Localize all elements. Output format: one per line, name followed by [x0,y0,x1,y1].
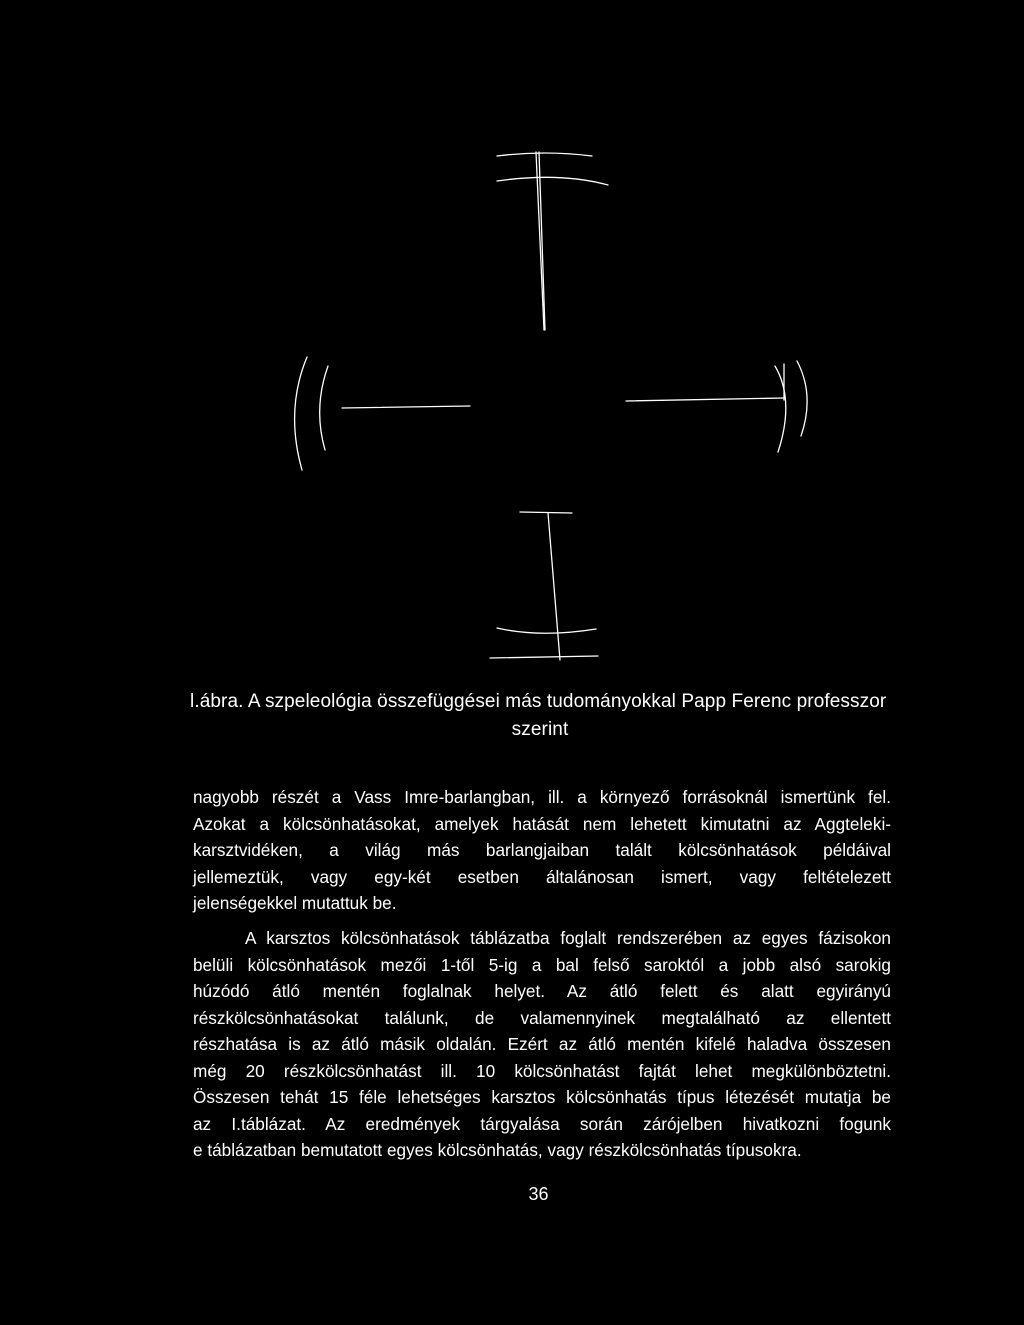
paragraph-2-line: még 20 részkölcsönhatást ill. 10 kölcsönhatást fajtát lehet megkülönböztetni. [193,1060,891,1081]
paragraph-1 [193,784,891,917]
diagram-bottom-top-bar [520,512,572,513]
paragraph-1-line: nagyobb részét a Vass Imre-barlangban, ill. a környező forrásoknál ismertünk fel. [193,787,891,807]
diagram-right-element [626,361,807,452]
diagram-bottom-base [490,656,598,658]
paragraph-1-line: karsztvidéken, a világ más barlangjaiban talált kölcsönhatások példáival [193,840,891,860]
paragraph-2 [193,925,891,1164]
paragraph-2-line: részhatása is az átló másik oldalán. Ezért az átló mentén kifelé haladva összesen [193,1034,891,1054]
diagram-bottom-arc-upper [497,628,596,633]
page-number: 36 [528,1184,549,1204]
paragraph-2-line: húzódó átló mentén foglalnak helyet. Az átló felett és alatt egyirányú [193,981,891,1001]
diagram-left-line [342,406,470,408]
diagram-left-arc-inner [320,366,328,450]
diagram-bottom-element [490,512,598,660]
diagram-right-line [626,398,784,401]
diagram-top-element [497,152,608,330]
paragraph-1-line: jellemeztük, vagy egy-két esetben általánosan ismert, vagy feltételezett [193,866,891,887]
diagram-top-arc-lower [497,177,608,185]
paragraph-2-line: e táblázatban bemutatott egyes kölcsönhatás, vagy részkölcsönhatás típusokra. [193,1140,802,1160]
figure-caption-line1: l.ábra. A szpeleológia összefüggései más tudományokkal Papp Ferenc professzor [190,691,887,712]
diagram-left-element [295,357,470,470]
diagram-top-arc-upper [497,153,592,156]
paragraph-2-line: belüli kölcsönhatások mezői 1-től 5-ig a bal felső saroktól a jobb alsó sarokig [193,954,891,975]
paragraph-1-line: Azokat a kölcsönhatásokat, amelyek hatását nem lehetett kimutatni az Aggteleki- [193,813,891,834]
paragraph-2-line: részkölcsönhatásokat találunk, de valamennyinek megtalálható az ellentett [193,1007,891,1028]
paragraph-2-line: Összesen tehát 15 féle lehetséges karsztos kölcsönhatás típus létezését mutatja be [193,1087,891,1107]
diagram-right-arc-outer [797,361,807,436]
paragraph-1-line: jelenségekkel mutattuk be. [193,893,397,913]
diagram-bottom-stem [548,513,560,660]
diagram-left-arc-outer [295,357,307,470]
paragraph-2-line: az I.táblázat. Az eredmények tárgyalása során zárójelben hivatkozni fogunk [193,1113,891,1134]
figure-caption [190,688,890,744]
figure-caption-line2: szerint [511,719,569,740]
paragraph-2-line: A karsztos kölcsönhatások táblázatba foglalt rendszerében az egyes fázisokon [245,928,891,948]
